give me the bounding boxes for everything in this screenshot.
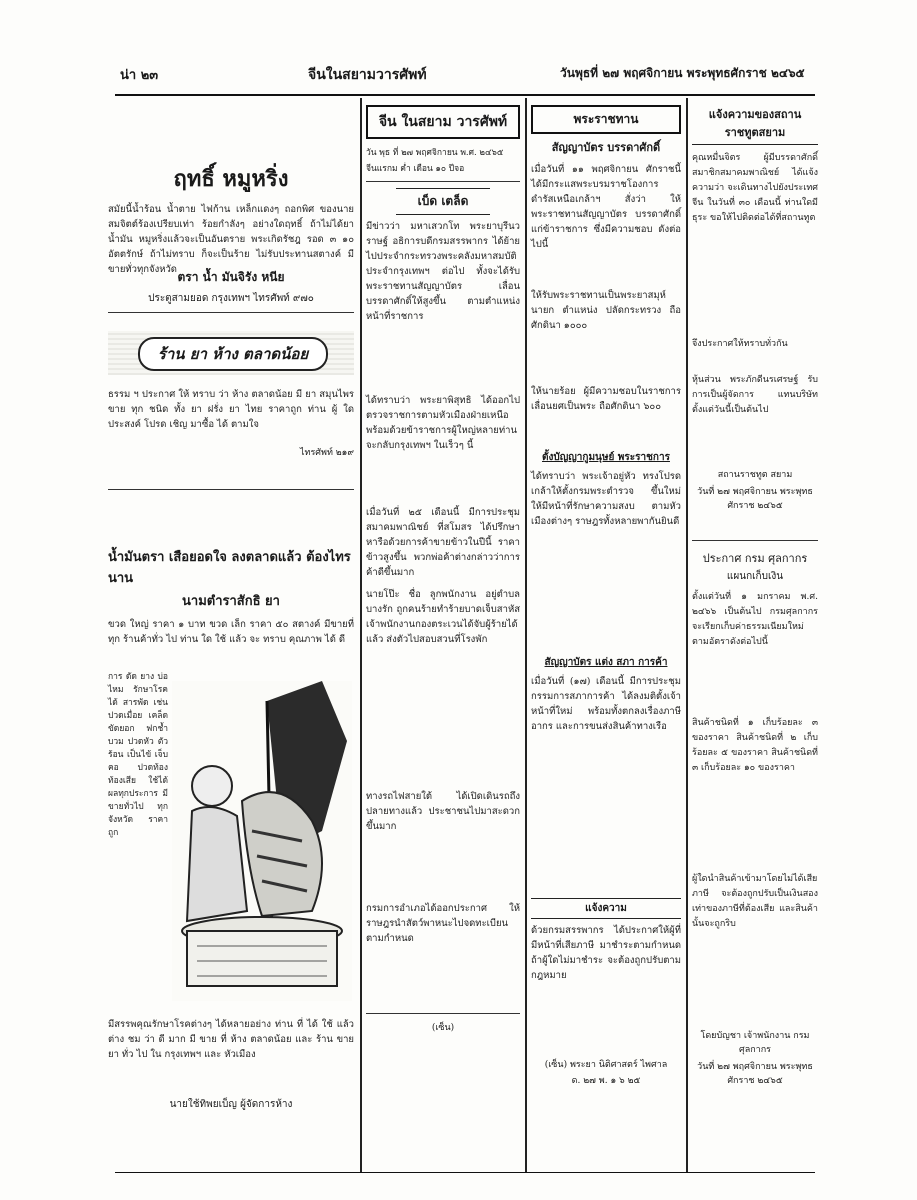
page-number: น่า ๒๓ bbox=[120, 68, 159, 83]
announcement-paragraph: ให้นายร้อย ผู้มีความชอบในราชการ เลื่อนยศเป็นพระ ถือศักดินา ๖๐๐ bbox=[531, 386, 681, 412]
column-announcements bbox=[531, 105, 681, 1185]
tiger-and-figure-illustration bbox=[172, 681, 352, 1001]
announcement-paragraph: ให้รับพระราชทานเป็นพระยาสมุห์นายก ตำแหน่ง ปลัดกระทรวง ถือศักดินา ๑๐๐๐ bbox=[531, 290, 681, 331]
notice-signature: สถานราชทูต สยาม bbox=[717, 470, 793, 480]
section-title: พระราชทาน bbox=[531, 105, 681, 134]
announcement-paragraph: ด้วยกรมสรรพากร ได้ประกาศให้ผู้ที่มีหน้าที่เสียภาษี มาชำระตามกำหนด ถ้าผู้ใดไม่มาชำระ จะต้องถูกปรับตามกฎหมาย bbox=[531, 925, 681, 981]
ad-body: ขวด ใหญ่ ราคา ๑ บาท ขวด เล็ก ราคา ๕๐ สตางค์ มีขายที่ทุก ร้านค้าทั่ว ไป ท่าน ใด ใช้ แล้ว จะ ทราบ คุณภาพ ได้ ดี bbox=[108, 619, 354, 645]
news-paragraph: เมื่อวันที่ ๒๕ เดือนนี้ มีการประชุมสมาคมพาณิชย์ ที่สโมสร ได้ปรึกษาหารือด้วยการค้าขายข้าวในปีนี้ ราคาข้าวสูงขึ้น พวกพ่อค้าต่างกล่าวว่าการค้าดีขึ้นมาก bbox=[366, 507, 520, 578]
ad-address: ประตูสามยอด กรุงเทพฯ ไทรศัพท์ ๙๗๐ bbox=[148, 293, 314, 304]
signature: (เซ็น) bbox=[431, 1023, 455, 1033]
ad-body: สมัยนี้น้ำร้อน น้ำตาย ไฟก้าน เหล็กแดงๆ ถอกพิศ ของนาย สมจิตต์ร้องเปรียบเท่า ร้อยกำลังๆ อย่างใดฤทธิ์ ถ้าไม่ได้ยาน้ำมัน หมูหริ่งแล้วจะเป็นอันตราย พระเกิดรัชฎ รอด ๓ ๑๐ อัตตรักษ์ ถ้าไม่ทราบ ก็จะเป็นร้าย ไม่รับประทานสตางค์ มีขายทั่วทุกจังหวัด bbox=[108, 204, 354, 275]
section-title: ประกาศ กรม ศุลกากร bbox=[702, 552, 808, 565]
notice-paragraph: ตั้งแต่วันที่ ๑ มกราคม พ.ศ. ๒๔๖๖ เป็นต้นไป กรมศุลกากร จะเรียกเก็บค่าธรรมเนียมใหม่ ตามอัตราดังต่อไปนี้ bbox=[692, 592, 818, 647]
ad-banner-block bbox=[108, 331, 354, 375]
subheading: แจ้งความ bbox=[531, 898, 681, 919]
announcement-paragraph: ได้ทราบว่า พระเจ้าอยู่หัว ทรงโปรดเกล้าให้ตั้งกรมพระตำรวจ ขึ้นใหม่ ให้มีหน้าที่รักษาความสงบ ตามหัวเมืองต่างๆ ราษฎรทั้งหลายพากันยินดี bbox=[531, 471, 681, 527]
divider bbox=[366, 1013, 520, 1014]
notice-paragraph: คุณหมื่นจิตร ผู้มีบรรดาศักดิ์ สมาชิกสมาคมพาณิชย์ ได้แจ้งความว่า จะเดินทางไปยังประเทศจีน ในวันที่ ๓๐ เดือนนี้ ท่านใดมีธุระ ขอให้ไปติดต่อได้ที่สถานทูต bbox=[692, 153, 818, 223]
section-subtitle: แผนกเก็บเงิน bbox=[726, 571, 784, 582]
column-notices bbox=[692, 105, 818, 1185]
column-advertisements bbox=[108, 105, 354, 1185]
announcement-paragraph: เมื่อวันที่ (๑๗) เดือนนี้ มีการประชุมกรรมการสภาการค้า ได้ลงมติตั้งเจ้าหน้าที่ใหม่ พร้อมทั้งตกลงเรื่องภาษีอากร และการขนส่งสินค้าทางเรือ bbox=[531, 676, 681, 732]
footer-rule bbox=[115, 1172, 815, 1173]
notice-paragraph: หุ้นส่วน พระภักดีนรเศรษฐ์ รับการเป็นผู้จัดการ แทนบริษัท ตั้งแต่วันนี้เป็นต้นไป bbox=[692, 375, 818, 415]
announcement-paragraph: เมื่อวันที่ ๑๑ พฤศจิกายน ศักราชนี้ ได้มีกระแสพระบรมราชโองการ ดำรัสเหนือเกล้าฯ สั่งว่า ให้พระราชทานสัญญาบัตร บรรดาศักดิ์แก่ข้าราชการ ซึ่งมีความชอบ ดังต่อไปนี้ bbox=[531, 164, 681, 250]
section-subtitle: สัญญาบัตร บรรดาศักดิ์ bbox=[551, 141, 661, 154]
signature: (เซ็น) พระยา นิติศาสตร์ ไพศาล bbox=[544, 1060, 668, 1070]
news-paragraph: นายโป๊ะ ชื่อ ลูกพนักงาน อยู่ตำบลบางรัก ถูกคนร้ายทำร้ายบาดเจ็บสาหัส เจ้าพนักงานกองตระเวนได้จับผู้ร้ายได้แล้ว ส่งตัวไปสอบสวนที่โรงพัก bbox=[366, 589, 520, 645]
dateline-lunar: จีนแรกม ค่ำ เดือน ๑๐ ปีจอ bbox=[366, 164, 465, 174]
ad-byline: ตรา น้ำ มันจิรัง หนีย bbox=[177, 270, 285, 284]
news-paragraph: ทางรถไฟสายใต้ ได้เปิดเดินรถถึงปลายทางแล้ว ประชาชนไปมาสะดวกขึ้นมาก bbox=[366, 791, 520, 832]
ad-side-text: การ ดัด ยาง บ่อ ไหม รักษาโรค ได้ สารพัด เช่น ปวดเมื่อย เคล็ด ขัดยอก ฟกช้ำ บวม ปวดหัว ตัวร้อน เป็นไข้ เจ็บคอ ปวดท้อง ท้องเสีย ใช้ได้ผลทุกประการ มีขายทั่วไป ทุก จังหวัด ราคา ถูก bbox=[108, 672, 168, 838]
column-divider bbox=[360, 98, 362, 1173]
ad-banner-title: ร้าน ยา ห้าง ตลาดน้อย bbox=[138, 337, 328, 371]
column-news bbox=[366, 105, 520, 1185]
notice-date: วันที่ ๒๗ พฤศจิกายน พระพุทธศักราช ๒๔๖๕ bbox=[697, 487, 813, 511]
column-divider bbox=[525, 98, 527, 1173]
notice-signature: โดยบัญชา เจ้าพนักงาน กรม ศุลกากร bbox=[700, 1031, 810, 1055]
divider bbox=[108, 489, 354, 490]
news-paragraph: มีข่าวว่า มหาเสวกโท พระยาบุรีนวราษฐ์ อธิการบดีกรมสรรพากร ได้ย้ายไปประจำกระทรวงพระคลังมหาสมบัติ ประจำกรุงเทพฯ ต่อไป ทั้งจะได้รับพระราชทานสัญญาบัตร เลื่อนบรรดาศักดิ์ให้สูงขึ้น ตามตำแหน่งหน้าที่ราชการ bbox=[366, 221, 520, 322]
subheading: สัญญาบัตร แต่ง สภา การค้า bbox=[544, 657, 668, 668]
issue-date: วันพุธที่ ๒๗ พฤศจิกายน พระพุทธศักราช ๒๔๖๕ bbox=[560, 66, 805, 80]
news-paragraph: กรมการอำเภอได้ออกประกาศ ให้ราษฎรนำสัตว์พาหนะไปจดทะเบียนตามกำหนด bbox=[366, 903, 520, 944]
ad-footer-text: มีสรรพคุณรักษาโรคต่างๆ ได้หลายอย่าง ท่าน ที่ ได้ ใช้ แล้ว ต่าง ชม ว่า ดี มาก มี ขาย ที่ ห้าง ตลาดน้อย และ ร้าน ขายยา ทั่ว ไป ใน กรุงเทพฯ และ หัวเมือง bbox=[108, 1019, 354, 1060]
subheading: ตั้งบัญญากูมนุษย์ พระราชการ bbox=[542, 452, 670, 463]
ad-signature: นายใช้ทิพยเบ็ญ ผู้จัดการห้าง bbox=[169, 1099, 293, 1110]
header-rule bbox=[115, 94, 815, 96]
section-title: แจ้งความของสถานราชทูตสยาม bbox=[692, 105, 818, 145]
running-title: จีนในสยามวารศัพท์ bbox=[308, 67, 427, 83]
ad-title: ฤทธิ์ หมูหริ่ง bbox=[173, 166, 289, 192]
notice-paragraph: สินค้าชนิดที่ ๑ เก็บร้อยละ ๓ ของราคา สินค้าชนิดที่ ๒ เก็บร้อยละ ๕ ของราคา สินค้าชนิดที่ ๓ เก็บร้อยละ ๑๐ ของราคา bbox=[692, 718, 818, 773]
signature-date: ด. ๒๗ พ. ๑ ๖ ๒๕ bbox=[571, 1076, 641, 1086]
divider bbox=[692, 540, 818, 541]
divider bbox=[108, 312, 354, 313]
divider bbox=[366, 181, 520, 182]
ad-phone: ไทรศัพท์ ๒๑๙ bbox=[300, 448, 354, 458]
illustration-block bbox=[108, 671, 354, 1011]
column-divider bbox=[686, 98, 688, 1173]
ad-body: ธรรม ฯ ประกาศ ให้ ทราบ ว่า ห้าง ตลาดน้อย มี ยา สมุนไพร ขาย ทุก ชนิด ทั้ง ยา ฝรั่ง ยา ไทย ราคาถูก ท่าน ผู้ ใด ประสงค์ โปรด เชิญ มาซื้อ ได้ ตามใจ bbox=[108, 389, 354, 430]
section-heading: เบ็ด เตล็ด bbox=[396, 188, 490, 215]
news-paragraph: ได้ทราบว่า พระยาพิสุทธิ ได้ออกไปตรวจราชการตามหัวเมืองฝ่ายเหนือ พร้อมด้วยข้าราชการผู้ใหญ่หลายท่าน จะกลับกรุงเทพฯ ในเร็วๆ นี้ bbox=[366, 395, 520, 451]
notice-paragraph: จึงประกาศให้ทราบทั่วกัน bbox=[692, 339, 788, 349]
ad-title: น้ำมันตรา เสือยอดใจ ลงตลาดแล้ว ต้องไทรนาน bbox=[108, 550, 351, 586]
ad-subtitle: นามตำราสักธิ ยา bbox=[182, 594, 280, 609]
dateline: วัน พุธ ที่ ๒๗ พฤศจิกายน พ.ศ. ๒๔๖๕ bbox=[366, 148, 504, 158]
notice-paragraph: ผู้ใดนำสินค้าเข้ามาโดยไม่ได้เสียภาษี จะต้องถูกปรับเป็นเงินสองเท่าของภาษีที่ต้องเสีย และสินค้านั้นจะถูกริบ bbox=[692, 874, 818, 929]
section-title: จีน ในสยาม วารศัพท์ bbox=[366, 105, 520, 139]
notice-date: วันที่ ๒๗ พฤศจิกายน พระพุทธศักราช ๒๔๖๕ bbox=[697, 1062, 813, 1086]
